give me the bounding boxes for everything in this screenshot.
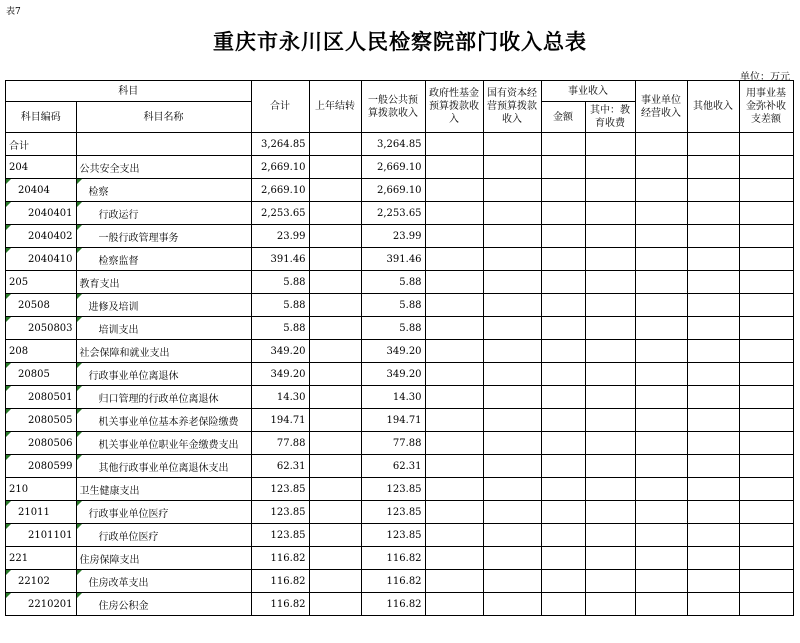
cell-name: 行政事业单位离退休 <box>76 363 251 386</box>
header-code: 科目编码 <box>6 102 77 133</box>
cell-amount <box>541 524 585 547</box>
cell-gov-fund <box>425 156 483 179</box>
cell-name: 住房改革支出 <box>76 570 251 593</box>
cell-general-budget: 5.88 <box>361 317 425 340</box>
cell-unit-operation <box>635 570 687 593</box>
cell-code: 204 <box>6 156 77 179</box>
cell-unit-operation <box>635 524 687 547</box>
cell-amount <box>541 547 585 570</box>
cell-carryover <box>309 294 361 317</box>
header-state-capital: 国有资本经营预算拨款收入 <box>483 81 541 133</box>
cell-gov-fund <box>425 524 483 547</box>
cell-state-capital <box>483 294 541 317</box>
cell-gov-fund <box>425 363 483 386</box>
cell-fund-supplement <box>739 271 793 294</box>
cell-amount <box>541 501 585 524</box>
cell-other <box>687 455 739 478</box>
cell-unit-operation <box>635 593 687 616</box>
cell-amount <box>541 570 585 593</box>
cell-total: 123.85 <box>251 478 309 501</box>
cell-gov-fund <box>425 593 483 616</box>
cell-amount <box>541 202 585 225</box>
cell-general-budget: 123.85 <box>361 478 425 501</box>
cell-total: 116.82 <box>251 547 309 570</box>
cell-other <box>687 363 739 386</box>
cell-amount <box>541 294 585 317</box>
cell-code: 2050803 <box>6 317 77 340</box>
table-row <box>6 593 794 616</box>
cell-carryover <box>309 409 361 432</box>
cell-edu-fee <box>585 478 635 501</box>
cell-general-budget: 62.31 <box>361 455 425 478</box>
cell-total: 2,253.65 <box>251 202 309 225</box>
cell-general-budget: 14.30 <box>361 386 425 409</box>
table-row <box>6 386 794 409</box>
cell-edu-fee <box>585 501 635 524</box>
cell-total: 194.71 <box>251 409 309 432</box>
cell-gov-fund <box>425 225 483 248</box>
cell-unit-operation <box>635 179 687 202</box>
cell-state-capital <box>483 501 541 524</box>
cell-general-budget: 123.85 <box>361 524 425 547</box>
cell-name: 行政运行 <box>76 202 251 225</box>
cell-edu-fee <box>585 409 635 432</box>
cell-edu-fee <box>585 202 635 225</box>
header-general-budget: 一般公共预算拨款收入 <box>361 81 425 133</box>
cell-general-budget: 194.71 <box>361 409 425 432</box>
cell-code: 2040410 <box>6 248 77 271</box>
cell-fund-supplement <box>739 179 793 202</box>
cell-unit-operation <box>635 478 687 501</box>
cell-fund-supplement <box>739 317 793 340</box>
cell-general-budget: 123.85 <box>361 501 425 524</box>
cell-gov-fund <box>425 294 483 317</box>
cell-total: 116.82 <box>251 593 309 616</box>
table-row <box>6 340 794 363</box>
cell-carryover <box>309 570 361 593</box>
table-row <box>6 225 794 248</box>
cell-amount <box>541 156 585 179</box>
header-edu-fee: 其中：教育收费 <box>585 102 635 133</box>
cell-general-budget: 116.82 <box>361 593 425 616</box>
cell-fund-supplement <box>739 294 793 317</box>
cell-fund-supplement <box>739 524 793 547</box>
table-row <box>6 317 794 340</box>
cell-amount <box>541 432 585 455</box>
cell-state-capital <box>483 409 541 432</box>
cell-amount <box>541 478 585 501</box>
cell-edu-fee <box>585 570 635 593</box>
cell-fund-supplement <box>739 570 793 593</box>
cell-state-capital <box>483 156 541 179</box>
cell-total: 23.99 <box>251 225 309 248</box>
cell-gov-fund <box>425 133 483 156</box>
cell-state-capital <box>483 248 541 271</box>
table-row <box>6 570 794 593</box>
cell-amount <box>541 593 585 616</box>
cell-name: 检察 <box>76 179 251 202</box>
cell-total: 5.88 <box>251 294 309 317</box>
cell-carryover <box>309 547 361 570</box>
header-name: 科目名称 <box>76 102 251 133</box>
cell-amount <box>541 386 585 409</box>
cell-total: 62.31 <box>251 455 309 478</box>
cell-total: 3,264.85 <box>251 133 309 156</box>
cell-carryover <box>309 478 361 501</box>
cell-code: 2210201 <box>6 593 77 616</box>
cell-name: 机关事业单位基本养老保险缴费 <box>76 409 251 432</box>
cell-carryover <box>309 386 361 409</box>
cell-gov-fund <box>425 340 483 363</box>
cell-other <box>687 248 739 271</box>
cell-edu-fee <box>585 248 635 271</box>
table-row <box>6 524 794 547</box>
cell-unit-operation <box>635 432 687 455</box>
table-row <box>6 547 794 570</box>
cell-name: 一般行政管理事务 <box>76 225 251 248</box>
cell-edu-fee <box>585 386 635 409</box>
cell-gov-fund <box>425 179 483 202</box>
cell-code: 2040401 <box>6 202 77 225</box>
cell-unit-operation <box>635 225 687 248</box>
cell-carryover <box>309 317 361 340</box>
cell-total: 123.85 <box>251 524 309 547</box>
cell-edu-fee <box>585 455 635 478</box>
cell-name: 其他行政事业单位离退休支出 <box>76 455 251 478</box>
cell-fund-supplement <box>739 156 793 179</box>
cell-fund-supplement <box>739 202 793 225</box>
cell-fund-supplement <box>739 432 793 455</box>
unit-label: 单位：万元 <box>740 72 790 83</box>
table-row <box>6 294 794 317</box>
cell-fund-supplement <box>739 225 793 248</box>
cell-unit-operation <box>635 294 687 317</box>
cell-edu-fee <box>585 133 635 156</box>
cell-code: 208 <box>6 340 77 363</box>
cell-amount <box>541 248 585 271</box>
cell-total: 77.88 <box>251 432 309 455</box>
cell-unit-operation <box>635 133 687 156</box>
cell-unit-operation <box>635 317 687 340</box>
cell-fund-supplement <box>739 547 793 570</box>
cell-total: 349.20 <box>251 340 309 363</box>
table-row <box>6 133 794 156</box>
cell-general-budget: 2,669.10 <box>361 179 425 202</box>
cell-other <box>687 432 739 455</box>
cell-total: 2,669.10 <box>251 156 309 179</box>
table-row <box>6 409 794 432</box>
cell-code: 221 <box>6 547 77 570</box>
cell-name: 行政单位医疗 <box>76 524 251 547</box>
cell-fund-supplement <box>739 386 793 409</box>
cell-unit-operation <box>635 501 687 524</box>
cell-total: 349.20 <box>251 363 309 386</box>
cell-state-capital <box>483 363 541 386</box>
cell-general-budget: 116.82 <box>361 570 425 593</box>
cell-edu-fee <box>585 340 635 363</box>
cell-code: 20404 <box>6 179 77 202</box>
table-row <box>6 455 794 478</box>
cell-total: 391.46 <box>251 248 309 271</box>
cell-unit-operation <box>635 202 687 225</box>
cell-unit-operation <box>635 455 687 478</box>
cell-amount <box>541 455 585 478</box>
cell-state-capital <box>483 593 541 616</box>
cell-name: 培训支出 <box>76 317 251 340</box>
table-row <box>6 156 794 179</box>
cell-unit-operation <box>635 363 687 386</box>
cell-name: 教育支出 <box>76 271 251 294</box>
table-row <box>6 432 794 455</box>
cell-unit-operation <box>635 271 687 294</box>
cell-edu-fee <box>585 271 635 294</box>
cell-state-capital <box>483 202 541 225</box>
header-carryover: 上年结转 <box>309 81 361 133</box>
page-title: 重庆市永川区人民检察院部门收入总表 <box>213 30 587 54</box>
cell-code: 20508 <box>6 294 77 317</box>
cell-other <box>687 547 739 570</box>
cell-name: 公共安全支出 <box>76 156 251 179</box>
cell-other <box>687 386 739 409</box>
income-summary-table <box>5 80 794 616</box>
cell-fund-supplement <box>739 409 793 432</box>
table-row <box>6 363 794 386</box>
cell-state-capital <box>483 133 541 156</box>
cell-gov-fund <box>425 386 483 409</box>
cell-edu-fee <box>585 317 635 340</box>
cell-other <box>687 202 739 225</box>
cell-state-capital <box>483 179 541 202</box>
cell-general-budget: 23.99 <box>361 225 425 248</box>
cell-carryover <box>309 202 361 225</box>
header-business-income: 事业收入 <box>541 81 635 102</box>
cell-amount <box>541 225 585 248</box>
cell-carryover <box>309 179 361 202</box>
cell-code: 21011 <box>6 501 77 524</box>
cell-fund-supplement <box>739 248 793 271</box>
cell-total: 5.88 <box>251 271 309 294</box>
cell-gov-fund <box>425 547 483 570</box>
cell-total: 2,669.10 <box>251 179 309 202</box>
cell-amount <box>541 271 585 294</box>
cell-state-capital <box>483 271 541 294</box>
cell-edu-fee <box>585 363 635 386</box>
cell-general-budget: 349.20 <box>361 340 425 363</box>
cell-gov-fund <box>425 202 483 225</box>
cell-gov-fund <box>425 432 483 455</box>
cell-state-capital <box>483 386 541 409</box>
cell-state-capital <box>483 547 541 570</box>
cell-other <box>687 570 739 593</box>
cell-other <box>687 179 739 202</box>
cell-state-capital <box>483 524 541 547</box>
cell-other <box>687 133 739 156</box>
cell-fund-supplement <box>739 340 793 363</box>
cell-name: 社会保障和就业支出 <box>76 340 251 363</box>
cell-code: 2080505 <box>6 409 77 432</box>
cell-carryover <box>309 248 361 271</box>
cell-amount <box>541 340 585 363</box>
cell-name: 行政事业单位医疗 <box>76 501 251 524</box>
cell-gov-fund <box>425 455 483 478</box>
cell-general-budget: 349.20 <box>361 363 425 386</box>
cell-carryover <box>309 271 361 294</box>
table-tag: 表7 <box>6 7 21 17</box>
cell-state-capital <box>483 317 541 340</box>
header-total: 合计 <box>251 81 309 133</box>
cell-carryover <box>309 501 361 524</box>
cell-general-budget: 3,264.85 <box>361 133 425 156</box>
cell-edu-fee <box>585 225 635 248</box>
cell-carryover <box>309 432 361 455</box>
cell-code: 2040402 <box>6 225 77 248</box>
cell-carryover <box>309 455 361 478</box>
cell-fund-supplement <box>739 133 793 156</box>
cell-other <box>687 317 739 340</box>
cell-code: 合计 <box>6 133 77 156</box>
cell-carryover <box>309 225 361 248</box>
cell-carryover <box>309 133 361 156</box>
cell-general-budget: 2,253.65 <box>361 202 425 225</box>
cell-total: 116.82 <box>251 570 309 593</box>
cell-other <box>687 271 739 294</box>
cell-code: 2080501 <box>6 386 77 409</box>
table-row <box>6 179 794 202</box>
cell-name: 住房公积金 <box>76 593 251 616</box>
header-subject: 科目 <box>6 81 252 102</box>
cell-gov-fund <box>425 570 483 593</box>
table-row <box>6 501 794 524</box>
cell-state-capital <box>483 570 541 593</box>
cell-gov-fund <box>425 409 483 432</box>
cell-unit-operation <box>635 409 687 432</box>
cell-code: 2080506 <box>6 432 77 455</box>
cell-state-capital <box>483 225 541 248</box>
cell-code: 20805 <box>6 363 77 386</box>
cell-state-capital <box>483 432 541 455</box>
cell-amount <box>541 133 585 156</box>
cell-gov-fund <box>425 501 483 524</box>
cell-other <box>687 409 739 432</box>
cell-other <box>687 156 739 179</box>
cell-gov-fund <box>425 248 483 271</box>
cell-name: 检察监督 <box>76 248 251 271</box>
cell-code: 2101101 <box>6 524 77 547</box>
cell-other <box>687 501 739 524</box>
cell-total: 5.88 <box>251 317 309 340</box>
cell-fund-supplement <box>739 478 793 501</box>
cell-general-budget: 391.46 <box>361 248 425 271</box>
cell-amount <box>541 363 585 386</box>
header-fund-supplement: 用事业基金弥补收支差额 <box>739 81 793 133</box>
cell-general-budget: 5.88 <box>361 294 425 317</box>
table-row <box>6 248 794 271</box>
cell-other <box>687 225 739 248</box>
cell-fund-supplement <box>739 455 793 478</box>
cell-total: 123.85 <box>251 501 309 524</box>
cell-state-capital <box>483 455 541 478</box>
header-gov-fund: 政府性基金预算拨款收入 <box>425 81 483 133</box>
cell-other <box>687 340 739 363</box>
cell-amount <box>541 179 585 202</box>
cell-edu-fee <box>585 179 635 202</box>
cell-fund-supplement <box>739 593 793 616</box>
cell-edu-fee <box>585 593 635 616</box>
cell-unit-operation <box>635 248 687 271</box>
cell-fund-supplement <box>739 363 793 386</box>
cell-other <box>687 294 739 317</box>
cell-code: 205 <box>6 271 77 294</box>
cell-other <box>687 524 739 547</box>
cell-carryover <box>309 363 361 386</box>
cell-code: 22102 <box>6 570 77 593</box>
table-row <box>6 202 794 225</box>
cell-general-budget: 2,669.10 <box>361 156 425 179</box>
cell-general-budget: 77.88 <box>361 432 425 455</box>
cell-gov-fund <box>425 478 483 501</box>
table-row <box>6 271 794 294</box>
cell-gov-fund <box>425 317 483 340</box>
cell-carryover <box>309 340 361 363</box>
cell-name: 归口管理的行政单位离退休 <box>76 386 251 409</box>
cell-carryover <box>309 524 361 547</box>
cell-other <box>687 478 739 501</box>
cell-code: 2080599 <box>6 455 77 478</box>
cell-code: 210 <box>6 478 77 501</box>
cell-edu-fee <box>585 547 635 570</box>
cell-carryover <box>309 593 361 616</box>
cell-gov-fund <box>425 271 483 294</box>
cell-unit-operation <box>635 340 687 363</box>
cell-state-capital <box>483 478 541 501</box>
cell-carryover <box>309 156 361 179</box>
cell-amount <box>541 409 585 432</box>
cell-amount <box>541 317 585 340</box>
cell-fund-supplement <box>739 501 793 524</box>
cell-name: 机关事业单位职业年金缴费支出 <box>76 432 251 455</box>
cell-general-budget: 116.82 <box>361 547 425 570</box>
header-unit-operation: 事业单位经营收入 <box>635 81 687 133</box>
cell-name <box>76 133 251 156</box>
cell-total: 14.30 <box>251 386 309 409</box>
cell-state-capital <box>483 340 541 363</box>
cell-name: 卫生健康支出 <box>76 478 251 501</box>
cell-general-budget: 5.88 <box>361 271 425 294</box>
cell-name: 进修及培训 <box>76 294 251 317</box>
header-other: 其他收入 <box>687 81 739 133</box>
cell-other <box>687 593 739 616</box>
header-amount: 金额 <box>541 102 585 133</box>
cell-unit-operation <box>635 547 687 570</box>
cell-unit-operation <box>635 386 687 409</box>
cell-name: 住房保障支出 <box>76 547 251 570</box>
cell-edu-fee <box>585 524 635 547</box>
cell-edu-fee <box>585 294 635 317</box>
cell-edu-fee <box>585 432 635 455</box>
cell-edu-fee <box>585 156 635 179</box>
table-row <box>6 478 794 501</box>
cell-unit-operation <box>635 156 687 179</box>
